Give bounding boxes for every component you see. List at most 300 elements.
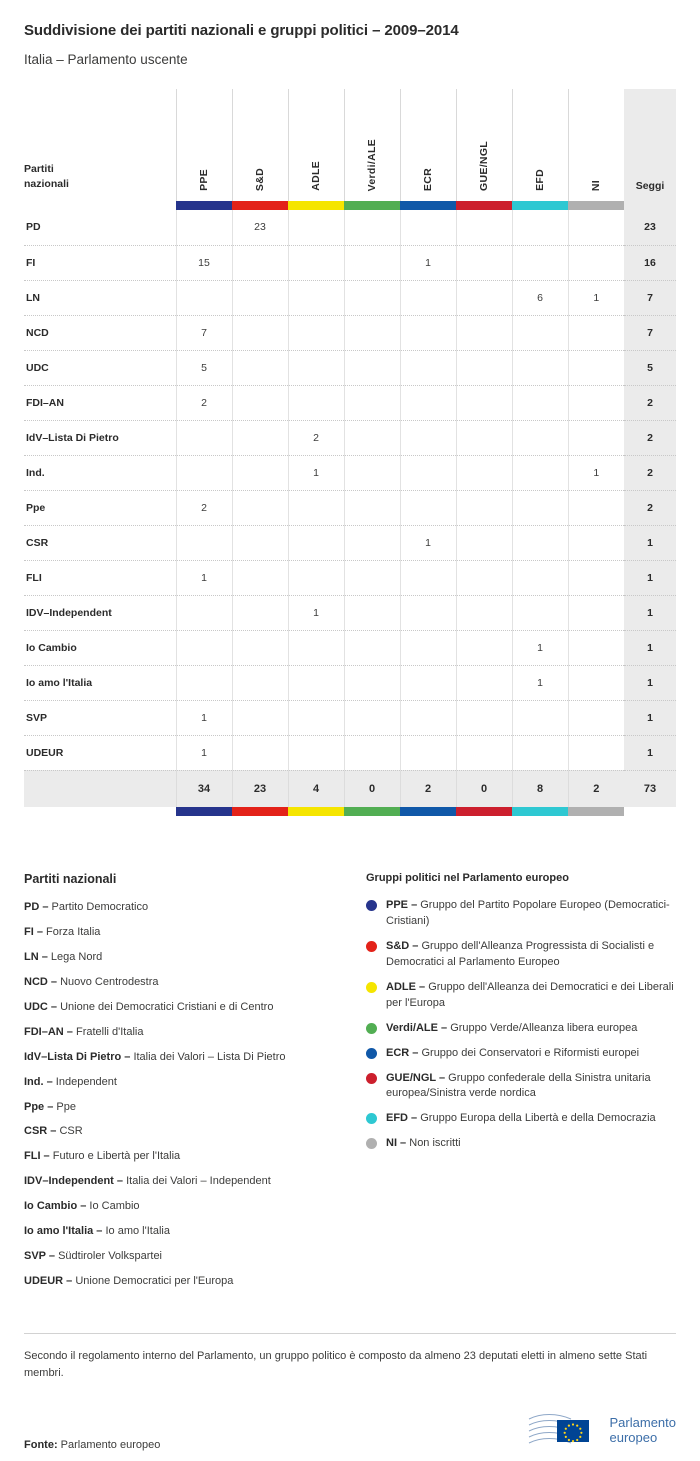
total-sd: 23: [232, 770, 288, 807]
cell-efd: 1: [512, 665, 568, 700]
legend-abbr: S&D –: [386, 939, 419, 952]
cell-ecr: [400, 665, 456, 700]
group-color-strip-bottom: [24, 807, 676, 816]
legend-name: Lega Nord: [50, 950, 103, 963]
legend-abbr: PD –: [24, 901, 49, 913]
legend-abbr: UDC –: [24, 1000, 58, 1013]
column-header-ppe: [176, 89, 232, 201]
table-row: [24, 315, 676, 350]
cell-efd: [512, 490, 568, 525]
table-row: [24, 665, 676, 700]
table-row: [24, 490, 676, 525]
cell-seats: 2: [624, 420, 676, 455]
total-adle: 4: [288, 770, 344, 807]
cell-ppe: 15: [176, 245, 232, 280]
cell-verdi-ale: [344, 595, 400, 630]
ep-logo: [527, 1411, 676, 1451]
cell-verdi-ale: [344, 560, 400, 595]
legend-abbr: Ppe –: [24, 1100, 54, 1113]
cell-ppe: 2: [176, 490, 232, 525]
ep-logo-text: [610, 1416, 676, 1446]
legend-item: [24, 1124, 350, 1140]
ep-logo-line2: europeo: [609, 1430, 658, 1445]
legend-name: Gruppo del Partito Popolare Europeo (Democratici-Cristiani): [386, 899, 670, 927]
legend-item: [24, 925, 350, 941]
cell-ppe: [176, 665, 232, 700]
corner-label-line2: nazionali: [24, 177, 69, 190]
table-row: [24, 595, 676, 630]
cell-ni: [568, 630, 624, 665]
legend-abbr: UDEUR –: [24, 1275, 73, 1288]
strip-efd: [512, 201, 568, 210]
legend-item: [24, 975, 350, 991]
legend-abbr: SVP –: [24, 1250, 55, 1263]
cell-ni: [568, 490, 624, 525]
cell-efd: [512, 525, 568, 560]
cell-efd: [512, 350, 568, 385]
legend-name: Ppe: [56, 1100, 76, 1113]
cell-gue-ngl: [456, 210, 512, 245]
cell-verdi-ale: [344, 455, 400, 490]
strip-bottom-efd: [512, 807, 568, 816]
cell-ni: [568, 665, 624, 700]
legend-name: Independent: [55, 1075, 117, 1088]
infographic-page: [0, 22, 700, 1461]
cell-verdi-ale: [344, 280, 400, 315]
cell-ppe: [176, 455, 232, 490]
group-color-dot-icon: [366, 1138, 377, 1149]
cell-seats: 1: [624, 665, 676, 700]
cell-efd: [512, 385, 568, 420]
cell-gue-ngl: [456, 350, 512, 385]
cell-ppe: [176, 630, 232, 665]
cell-gue-ngl: [456, 735, 512, 770]
table-row: [24, 420, 676, 455]
legend-abbr: FDI–AN –: [24, 1025, 73, 1038]
legend-item: [24, 1274, 350, 1290]
table-row: [24, 525, 676, 560]
legend-name: Unione dei Democratici Cristiani e di Centro: [60, 1000, 274, 1013]
cell-ni: [568, 315, 624, 350]
legend-item: [366, 939, 676, 971]
cell-ppe: 7: [176, 315, 232, 350]
cell-ppe: [176, 595, 232, 630]
footer: [24, 1411, 676, 1451]
legend-item: [366, 898, 676, 930]
row-party-label: FLI: [24, 560, 176, 595]
cell-ppe: 2: [176, 385, 232, 420]
legend-item: [24, 1050, 350, 1066]
total-gue-ngl: 0: [456, 770, 512, 807]
strip-bottom-adle: [288, 807, 344, 816]
cell-adle: [288, 630, 344, 665]
table-body: [24, 210, 676, 816]
legend-abbr: CSR –: [24, 1125, 57, 1138]
legend-name: Gruppo dei Conservatori e Riformisti europei: [421, 1046, 640, 1059]
column-header-label: NI: [590, 179, 603, 191]
cell-efd: [512, 210, 568, 245]
row-party-label: LN: [24, 280, 176, 315]
cell-ni: [568, 245, 624, 280]
cell-adle: [288, 700, 344, 735]
cell-ppe: [176, 525, 232, 560]
cell-ppe: 1: [176, 700, 232, 735]
table-row: [24, 350, 676, 385]
cell-ni: [568, 560, 624, 595]
legend-parties-title: Partiti nazionali: [24, 872, 117, 886]
legend-name: Non iscritti: [409, 1137, 461, 1150]
cell-gue-ngl: [456, 420, 512, 455]
legends-section: [24, 872, 676, 1299]
row-party-label: Io Cambio: [24, 630, 176, 665]
cell-ecr: [400, 315, 456, 350]
column-header-label: S&D: [254, 167, 266, 191]
source-value: Parlamento europeo: [60, 1439, 161, 1451]
group-color-dot-icon: [366, 1113, 377, 1124]
cell-ni: [568, 385, 624, 420]
cell-adle: [288, 350, 344, 385]
table-row: [24, 735, 676, 770]
cell-ecr: [400, 455, 456, 490]
legend-item: [24, 1249, 350, 1265]
cell-sd: [232, 245, 288, 280]
legend-abbr: ADLE –: [386, 980, 426, 993]
legend-item: [366, 980, 676, 1012]
cell-seats: 7: [624, 280, 676, 315]
cell-ni: [568, 210, 624, 245]
cell-seats: 1: [624, 630, 676, 665]
column-header-sd: [232, 89, 288, 201]
strip-gue-ngl: [456, 201, 512, 210]
legend-abbr: ECR –: [386, 1046, 419, 1059]
group-color-dot-icon: [366, 1073, 377, 1084]
cell-adle: [288, 490, 344, 525]
legend-item: [366, 1136, 676, 1152]
row-party-label: NCD: [24, 315, 176, 350]
cell-ppe: [176, 420, 232, 455]
cell-ecr: [400, 420, 456, 455]
cell-gue-ngl: [456, 560, 512, 595]
cell-gue-ngl: [456, 630, 512, 665]
table-header-row: [24, 89, 676, 201]
strip-bottom-seats: [624, 807, 676, 816]
cell-ni: [568, 735, 624, 770]
legend-item: [24, 1149, 350, 1165]
cell-gue-ngl: [456, 280, 512, 315]
cell-ecr: [400, 700, 456, 735]
cell-efd: 6: [512, 280, 568, 315]
strip-verdi-ale: [344, 201, 400, 210]
cell-gue-ngl: [456, 385, 512, 420]
table-row: [24, 560, 676, 595]
cell-ppe: [176, 210, 232, 245]
cell-sd: [232, 385, 288, 420]
cell-sd: [232, 700, 288, 735]
cell-seats: 7: [624, 315, 676, 350]
cell-sd: [232, 455, 288, 490]
legend-name: Partito Democratico: [51, 901, 149, 913]
cell-verdi-ale: [344, 210, 400, 245]
cell-gue-ngl: [456, 525, 512, 560]
cell-sd: [232, 350, 288, 385]
cell-efd: [512, 735, 568, 770]
cell-ecr: [400, 630, 456, 665]
cell-ppe: 1: [176, 735, 232, 770]
legend-abbr: PPE –: [386, 899, 418, 911]
cell-ppe: [176, 280, 232, 315]
legend-name: CSR: [59, 1125, 83, 1138]
strip-ecr: [400, 201, 456, 210]
source-label: Fonte:: [24, 1439, 58, 1451]
legend-name: Italia dei Valori – Lista Di Pietro: [133, 1050, 286, 1063]
row-party-label: IdV–Lista Di Pietro: [24, 420, 176, 455]
cell-verdi-ale: [344, 490, 400, 525]
column-header-ecr: [400, 89, 456, 201]
group-color-dot-icon: [366, 982, 377, 993]
strip-bottom-ecr: [400, 807, 456, 816]
column-header-gue-ngl: [456, 89, 512, 201]
cell-gue-ngl: [456, 315, 512, 350]
legend-item: [24, 1000, 350, 1016]
footnote: Secondo il regolamento interno del Parlamento, un gruppo politico è composto da almeno 23 deputati eletti in almeno sette Stati membri.: [24, 1350, 648, 1379]
strip-adle: [288, 201, 344, 210]
ep-logo-mark-icon: [527, 1411, 601, 1451]
cell-seats: 1: [624, 525, 676, 560]
column-header-verdi-ale: [344, 89, 400, 201]
cell-adle: [288, 385, 344, 420]
cell-efd: [512, 420, 568, 455]
strip-ni: [568, 201, 624, 210]
cell-ecr: [400, 350, 456, 385]
cell-ni: [568, 350, 624, 385]
legend-abbr: FI –: [24, 925, 43, 938]
strip-sd: [232, 201, 288, 210]
strip-bottom-verdi-ale: [344, 807, 400, 816]
row-party-label: CSR: [24, 525, 176, 560]
strip-spacer-bottom: [24, 807, 176, 816]
legend-abbr: GUE/NGL –: [386, 1071, 446, 1084]
cell-verdi-ale: [344, 700, 400, 735]
legend-name: Gruppo dell'Alleanza Progressista di Socialisti e Democratici al Parlamento Europeo: [386, 939, 655, 968]
cell-seats: 2: [624, 490, 676, 525]
cell-sd: [232, 665, 288, 700]
column-header-label: GUE/NGL: [478, 141, 490, 191]
row-party-label: FI: [24, 245, 176, 280]
group-color-dot-icon: [366, 941, 377, 952]
group-color-dot-icon: [366, 900, 377, 911]
cell-ni: [568, 420, 624, 455]
source-line: [24, 1439, 160, 1451]
cell-efd: [512, 700, 568, 735]
cell-adle: [288, 665, 344, 700]
strip-ppe: [176, 201, 232, 210]
cell-verdi-ale: [344, 630, 400, 665]
legend-name: Io Cambio: [89, 1200, 140, 1213]
total-ppe: 34: [176, 770, 232, 807]
cell-verdi-ale: [344, 735, 400, 770]
column-header-ni: [568, 89, 624, 201]
legend-name: Italia dei Valori – Independent: [126, 1175, 271, 1188]
cell-ppe: 1: [176, 560, 232, 595]
table-row: [24, 455, 676, 490]
cell-gue-ngl: [456, 490, 512, 525]
cell-adle: [288, 245, 344, 280]
column-header-label: PPE: [198, 169, 210, 191]
cell-adle: [288, 525, 344, 560]
legend-abbr: Io Cambio –: [24, 1200, 87, 1213]
total-seats: 73: [624, 770, 676, 807]
legend-item: [366, 1111, 676, 1127]
cell-sd: [232, 280, 288, 315]
cell-verdi-ale: [344, 525, 400, 560]
totals-row: [24, 770, 676, 807]
row-party-label: Ppe: [24, 490, 176, 525]
legend-item: [366, 1021, 676, 1037]
legend-item: [24, 900, 350, 916]
cell-ni: 1: [568, 280, 624, 315]
legend-name: Forza Italia: [46, 925, 101, 938]
cell-verdi-ale: [344, 385, 400, 420]
legend-groups: [366, 872, 676, 1299]
strip-bottom-ppe: [176, 807, 232, 816]
table-row: [24, 630, 676, 665]
group-color-dot-icon: [366, 1023, 377, 1034]
cell-sd: [232, 560, 288, 595]
cell-adle: [288, 735, 344, 770]
seats-header-label: Seggi: [635, 180, 665, 192]
cell-ecr: [400, 280, 456, 315]
cell-seats: 16: [624, 245, 676, 280]
row-party-label: Ind.: [24, 455, 176, 490]
row-party-label: UDC: [24, 350, 176, 385]
total-ni: 2: [568, 770, 624, 807]
legend-name: Fratelli d'Italia: [75, 1025, 144, 1038]
cell-ecr: 1: [400, 245, 456, 280]
cell-ecr: [400, 210, 456, 245]
column-header-efd: [512, 89, 568, 201]
legend-abbr: Io amo l'Italia –: [24, 1225, 103, 1238]
legend-item: [24, 1100, 350, 1116]
total-ecr: 2: [400, 770, 456, 807]
cell-verdi-ale: [344, 420, 400, 455]
legend-abbr: LN –: [24, 950, 48, 963]
cell-adle: 1: [288, 455, 344, 490]
cell-adle: [288, 210, 344, 245]
table-row: [24, 700, 676, 735]
column-header-label: ADLE: [310, 161, 322, 191]
page-subtitle: Italia – Parlamento uscente: [24, 52, 188, 67]
legend-item: [366, 1046, 676, 1062]
cell-ni: [568, 595, 624, 630]
cell-seats: 5: [624, 350, 676, 385]
cell-sd: [232, 630, 288, 665]
cell-gue-ngl: [456, 455, 512, 490]
legend-abbr: NCD –: [24, 975, 58, 988]
legend-item: [24, 1025, 350, 1041]
legend-abbr: EFD –: [386, 1112, 418, 1125]
cell-gue-ngl: [456, 245, 512, 280]
cell-efd: [512, 595, 568, 630]
legend-item: [24, 950, 350, 966]
legend-abbr: NI –: [386, 1137, 407, 1150]
cell-ni: [568, 700, 624, 735]
legend-name: Gruppo confederale della Sinistra unitaria europea/Sinistra verde nordica: [386, 1071, 651, 1100]
cell-gue-ngl: [456, 700, 512, 735]
legend-name: Gruppo dell'Alleanza dei Democratici e dei Liberali per l'Europa: [386, 980, 674, 1009]
cell-ni: 1: [568, 455, 624, 490]
table-row: [24, 385, 676, 420]
strip-bottom-sd: [232, 807, 288, 816]
cell-verdi-ale: [344, 665, 400, 700]
legend-name: Io amo l'Italia: [105, 1225, 170, 1238]
legend-item: [366, 1071, 676, 1103]
cell-sd: [232, 315, 288, 350]
cell-adle: 2: [288, 420, 344, 455]
legend-abbr: FLI –: [24, 1150, 50, 1163]
row-party-label: UDEUR: [24, 735, 176, 770]
cell-ni: [568, 525, 624, 560]
cell-verdi-ale: [344, 315, 400, 350]
cell-efd: [512, 455, 568, 490]
cell-ecr: [400, 595, 456, 630]
cell-adle: 1: [288, 595, 344, 630]
cell-seats: 2: [624, 455, 676, 490]
cell-efd: [512, 245, 568, 280]
cell-ecr: [400, 560, 456, 595]
page-title: Suddivisione dei partiti nazionali e gruppi politici – 2009–2014: [24, 22, 459, 39]
row-party-label: PD: [24, 210, 176, 245]
cell-verdi-ale: [344, 245, 400, 280]
cell-sd: [232, 525, 288, 560]
cell-sd: [232, 490, 288, 525]
legend-abbr: IdV–Lista Di Pietro –: [24, 1050, 131, 1063]
legend-abbr: Ind. –: [24, 1075, 53, 1088]
cell-ecr: [400, 735, 456, 770]
legend-name: Unione Democratici per l'Europa: [75, 1275, 234, 1288]
legend-name: Futuro e Libertà per l'Italia: [52, 1150, 181, 1163]
cell-ecr: [400, 490, 456, 525]
cell-verdi-ale: [344, 350, 400, 385]
column-header-seats: [624, 89, 676, 201]
total-verdi-ale: 0: [344, 770, 400, 807]
legend-name: Südtiroler Volkspartei: [58, 1250, 163, 1263]
cell-efd: 1: [512, 630, 568, 665]
table-row: [24, 245, 676, 280]
cell-seats: 23: [624, 210, 676, 245]
cell-seats: 2: [624, 385, 676, 420]
legend-item: [24, 1199, 350, 1215]
legend-item: [24, 1174, 350, 1190]
legend-name: Gruppo Europa della Libertà e della Democrazia: [420, 1112, 656, 1125]
cell-adle: [288, 280, 344, 315]
legend-name: Nuovo Centrodestra: [60, 975, 159, 988]
legend-name: Gruppo Verde/Alleanza libera europea: [450, 1021, 638, 1034]
strip-bottom-gue-ngl: [456, 807, 512, 816]
cell-adle: [288, 560, 344, 595]
cell-efd: [512, 315, 568, 350]
strip-bottom-ni: [568, 807, 624, 816]
column-header-label: Verdi/ALE: [366, 138, 378, 191]
row-party-label: IDV–Independent: [24, 595, 176, 630]
legend-parties: [24, 872, 350, 1299]
cell-sd: [232, 420, 288, 455]
legend-abbr: Verdi/ALE –: [386, 1021, 448, 1034]
legend-groups-title: Gruppi politici nel Parlamento europeo: [366, 872, 569, 884]
cell-ecr: [400, 385, 456, 420]
cell-seats: 1: [624, 560, 676, 595]
ep-logo-line1: Parlamento: [609, 1415, 676, 1431]
column-header-label: EFD: [534, 169, 546, 191]
